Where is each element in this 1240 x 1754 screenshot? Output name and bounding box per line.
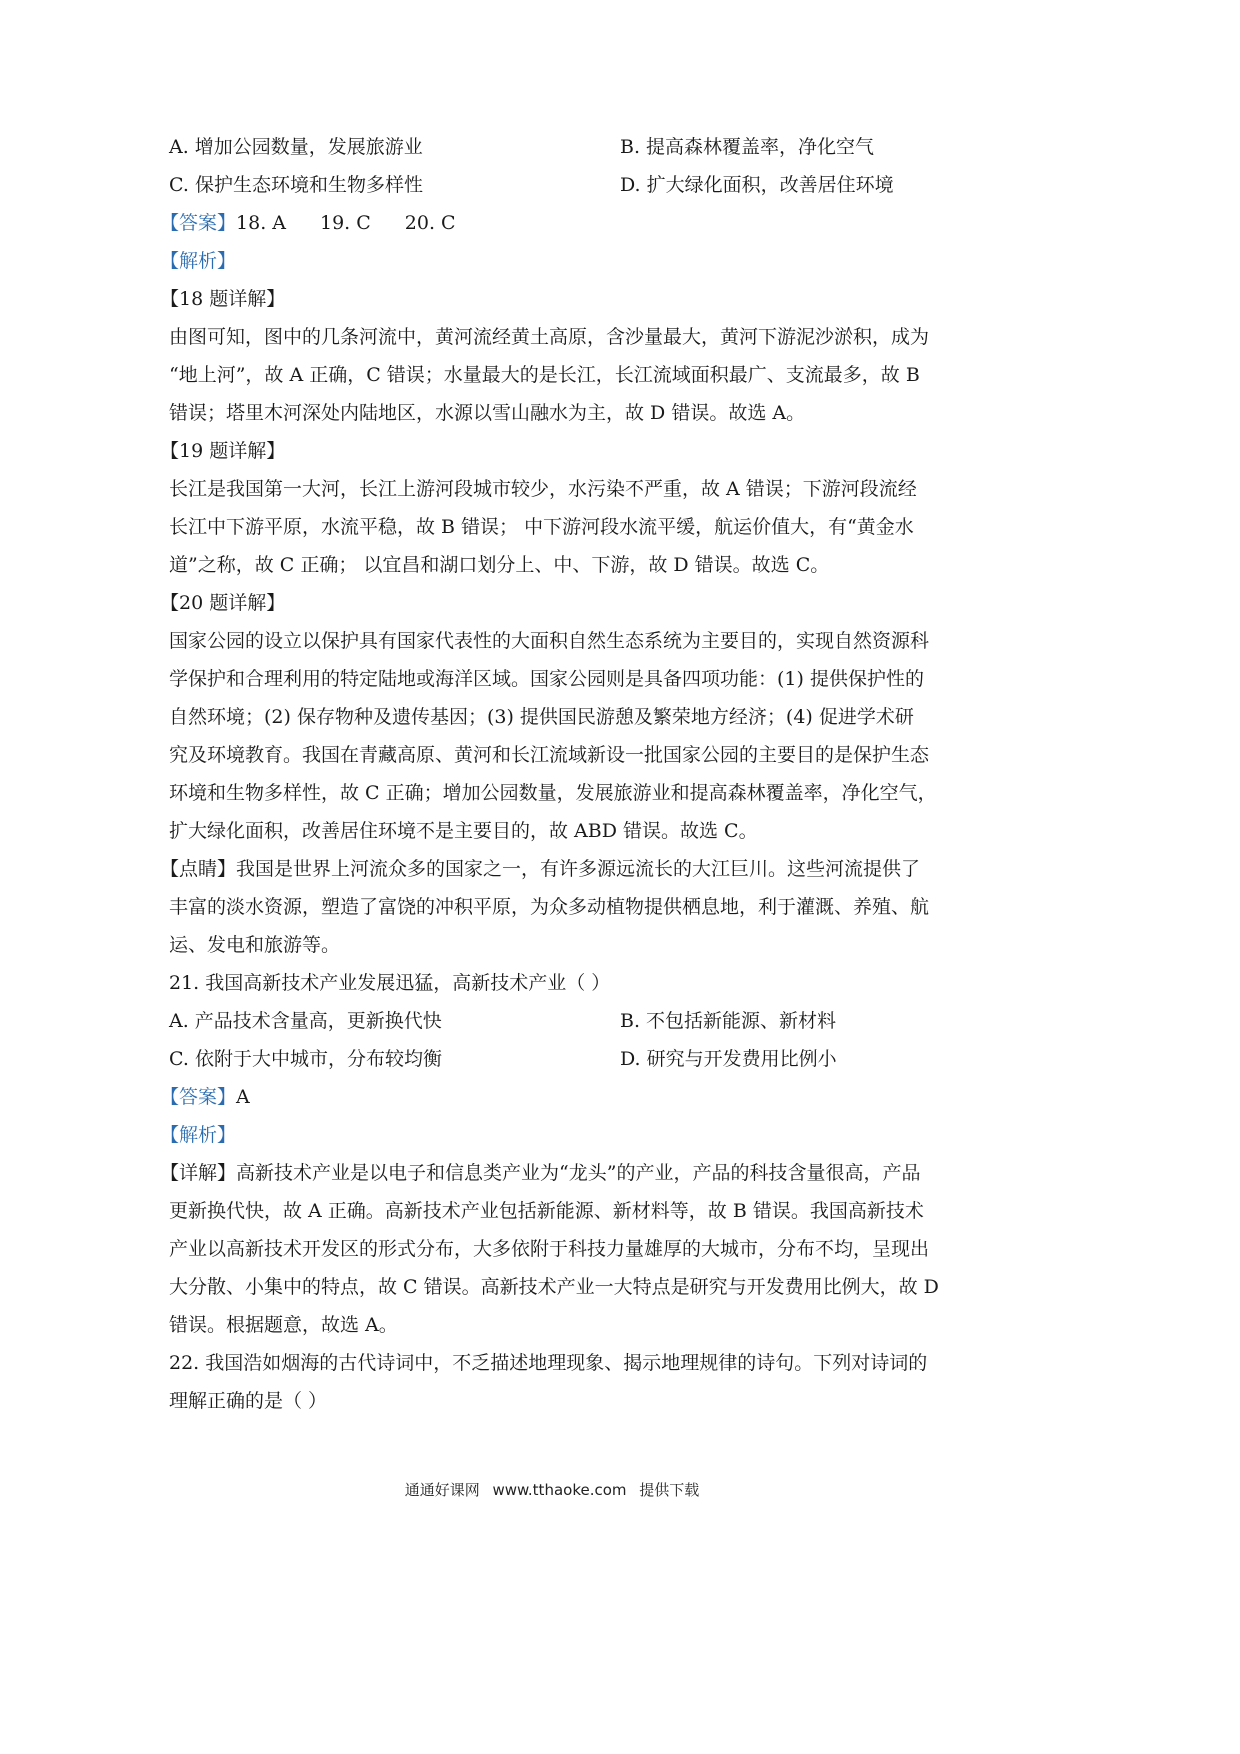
q21-detail-line-5: 错误。根据题意，故选 A。: [169, 1314, 398, 1336]
answer-row: [160, 210, 456, 236]
q21-answer-row: [160, 1084, 250, 1110]
q19-detail-label: 【19 题详解】: [160, 440, 286, 462]
footer-url[interactable]: www.tthaoke.com: [492, 1481, 627, 1499]
q20-detail-label: 【20 题详解】: [160, 592, 286, 614]
q19-line-1: 长江是我国第一大河，长江上游河段城市较少，水污染不严重，故 A 错误；下游河段流经: [169, 478, 917, 500]
answer-label: 【答案】: [160, 212, 237, 234]
q21-answer-label: 【答案】: [160, 1086, 237, 1108]
q20-line-3: 自然环境；(2) 保存物种及遗传基因；(3) 提供国民游憩及繁荣地方经济；(4) 促进学术研: [169, 706, 914, 728]
q20-line-1: 国家公园的设立以保护具有国家代表性的大面积自然生态系统为主要目的，实现自然资源科: [169, 630, 930, 652]
q20-option-c: C. 保护生态环境和生物多样性: [169, 174, 423, 196]
q21-detail-line-1: [160, 1160, 920, 1186]
q21-detail-line-3: 产业以高新技术开发区的形式分布，大多依附于科技力量雄厚的大城市，分布不均，呈现出: [169, 1238, 930, 1260]
q20-option-b: B. 提高森林覆盖率，净化空气: [620, 136, 875, 158]
q22-line-1: 22. 我国浩如烟海的古代诗词中，不乏描述地理现象、揭示地理规律的诗句。下列对诗词的: [169, 1352, 928, 1374]
q21-answer: A: [236, 1086, 250, 1108]
q21-option-c: C. 依附于大中城市，分布较均衡: [169, 1048, 442, 1070]
q21-analysis-label: 【解析】: [160, 1124, 237, 1146]
q21-option-a: A. 产品技术含量高，更新换代快: [169, 1010, 442, 1032]
q21-detail-line-2: 更新换代快，故 A 正确。高新技术产业包括新能源、新材料等，故 B 错误。我国高新技术: [169, 1200, 924, 1222]
answer-18: 18. A: [236, 212, 286, 234]
q20-line-6: 扩大绿化面积，改善居住环境不是主要目的，故 ABD 错误。故选 C。: [169, 820, 758, 842]
q21-detail-label: 【详解】: [160, 1162, 237, 1184]
highlight-line-1: [160, 856, 920, 882]
q18-line-3: 错误；塔里木河深处内陆地区，水源以雪山融水为主，故 D 错误。故选 A。: [169, 402, 806, 424]
q22-line-2: 理解正确的是（ ）: [169, 1390, 328, 1412]
q20-line-2: 学保护和合理利用的特定陆地或海洋区域。国家公园则是具备四项功能：(1) 提供保护性的: [169, 668, 924, 690]
q21-option-b: B. 不包括新能源、新材料: [620, 1010, 837, 1032]
q18-line-1: 由图可知，图中的几条河流中，黄河流经黄土高原，含沙量最大，黄河下游泥沙淤积，成为: [169, 326, 930, 348]
q21-detail-line-4: 大分散、小集中的特点，故 C 错误。高新技术产业一大特点是研究与开发费用比例大，故 D: [169, 1276, 939, 1298]
answer-20: 20. C: [404, 212, 456, 234]
footer-note: 提供下载: [639, 1481, 700, 1499]
q19-line-2: 长江中下游平原，水流平稳，故 B 错误； 中下游河段水流平缓，航运价值大，有“黄金水: [169, 516, 914, 538]
q21-detail-text-1: 高新技术产业是以电子和信息类产业为“龙头”的产业，产品的科技含量很高，产品: [236, 1162, 921, 1184]
q21-stem: 21. 我国高新技术产业发展迅猛，高新技术产业（ ）: [169, 972, 611, 994]
highlight-label: 【点睛】: [160, 858, 237, 880]
q20-line-4: 究及环境教育。我国在青藏高原、黄河和长江流域新设一批国家公园的主要目的是保护生态: [169, 744, 930, 766]
q20-option-d: D. 扩大绿化面积，改善居住环境: [620, 174, 894, 196]
q18-line-2: “地上河”，故 A 正确，C 错误；水量最大的是长江，长江流域面积最广、支流最多，故 B: [169, 364, 920, 386]
highlight-line-2: 丰富的淡水资源，塑造了富饶的冲积平原，为众多动植物提供栖息地，利于灌溉、养殖、航: [169, 896, 930, 918]
q19-line-3: 道”之称，故 C 正确； 以宜昌和湖口划分上、中、下游，故 D 错误。故选 C。: [169, 554, 830, 576]
q20-line-5: 环境和生物多样性，故 C 正确；增加公园数量，发展旅游业和提高森林覆盖率，净化空气，: [169, 782, 937, 804]
footer-site: 通通好课网: [404, 1481, 480, 1499]
q18-detail-label: 【18 题详解】: [160, 288, 286, 310]
analysis-label: 【解析】: [160, 250, 237, 272]
highlight-line-3: 运、发电和旅游等。: [169, 934, 341, 956]
answer-19: 19. C: [320, 212, 371, 234]
highlight-text-1: 我国是世界上河流众多的国家之一，有许多源远流长的大江巨川。这些河流提供了: [236, 858, 921, 880]
q20-option-a: A. 增加公园数量，发展旅游业: [169, 136, 423, 158]
page-footer: [0, 1479, 1104, 1500]
q21-option-d: D. 研究与开发费用比例小: [620, 1048, 837, 1070]
